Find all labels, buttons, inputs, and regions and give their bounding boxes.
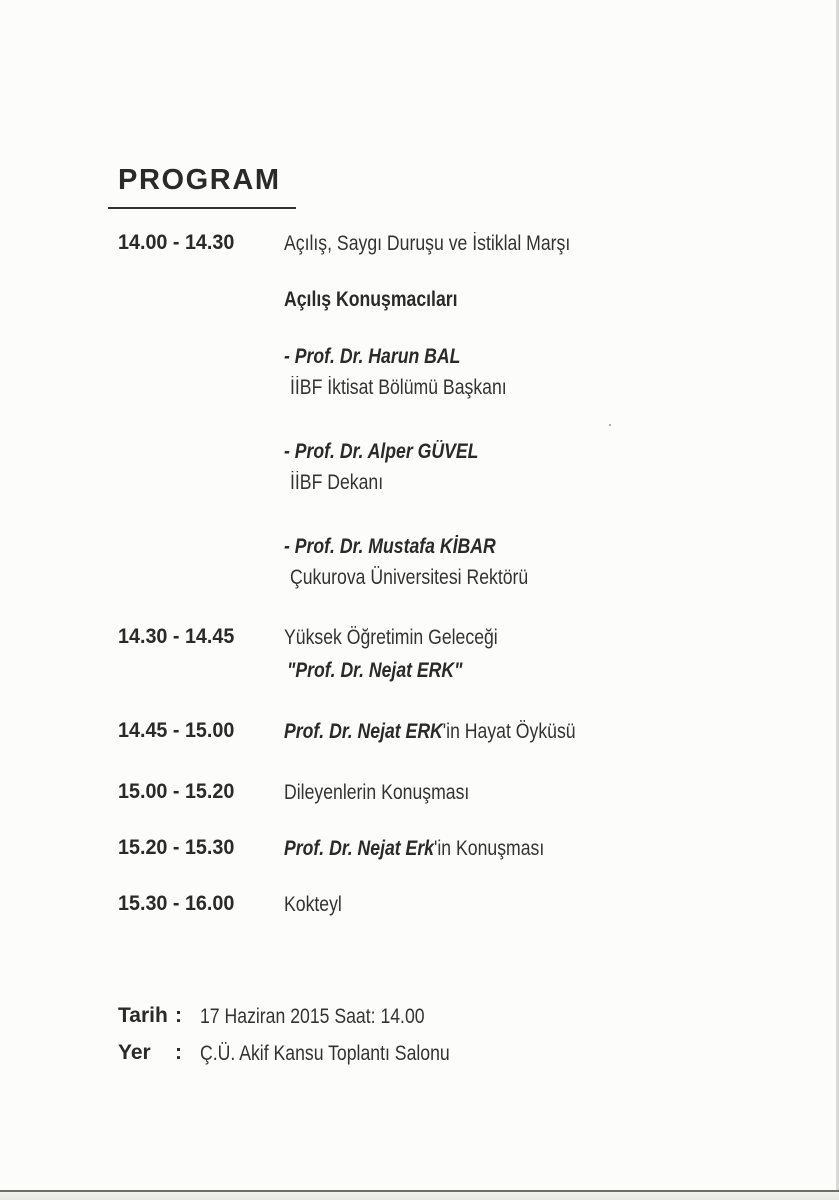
place-label: Yer [118,1041,151,1064]
item-5-text [284,837,544,861]
speaker-2-name: - Prof. Dr. Alper GÜVEL [284,440,479,463]
date-value: 17 Haziran 2015 Saat: 14.00 [200,1005,425,1028]
speaker-3-title: Çukurova Üniversitesi Rektörü [290,566,529,589]
time-slot-2: 14.30 - 14.45 [118,625,235,648]
time-slot-1: 14.00 - 14.30 [118,231,235,254]
page-bottom-shadow-line [0,1190,839,1192]
item-4-text: Dileyenlerin Konuşması [284,781,470,804]
item-5-suffix: 'in Konuşması [433,837,545,860]
item-3-bold-name: Prof. Dr. Nejat ERK [284,720,443,743]
program-title: PROGRAM [118,164,281,196]
time-slot-5: 15.20 - 15.30 [118,836,235,859]
speaker-1-name: - Prof. Dr. Harun BAL [284,345,461,368]
speaker-2-title: İİBF Dekanı [290,471,384,494]
date-colon: : [175,1004,182,1027]
speaker-1-title: İİBF İktisat Bölümü Başkanı [290,376,507,399]
item-2-text: Yüksek Öğretimin Geleceği [284,626,498,649]
time-slot-3: 14.45 - 15.00 [118,719,235,742]
lecture-speaker: "Prof. Dr. Nejat ERK" [287,659,463,682]
time-slot-6: 15.30 - 16.00 [118,892,235,915]
item-5-bold-name: Prof. Dr. Nejat Erk [284,837,434,860]
place-colon: : [175,1041,182,1064]
opening-speakers-heading: Açılış Konuşmacıları [284,288,458,311]
time-slot-4: 15.00 - 15.20 [118,780,235,803]
item-6-text: Kokteyl [284,893,342,916]
item-3-suffix: 'in Hayat Öyküsü [442,720,576,743]
title-underline [108,207,296,209]
item-1-text: Açılış, Saygı Duruşu ve İstiklal Marşı [284,232,571,255]
speaker-3-name: - Prof. Dr. Mustafa KİBAR [284,535,496,558]
date-label: Tarih [118,1004,168,1027]
scan-speck [609,424,611,426]
place-value: Ç.Ü. Akif Kansu Toplantı Salonu [200,1042,450,1065]
item-3-text [284,720,576,744]
